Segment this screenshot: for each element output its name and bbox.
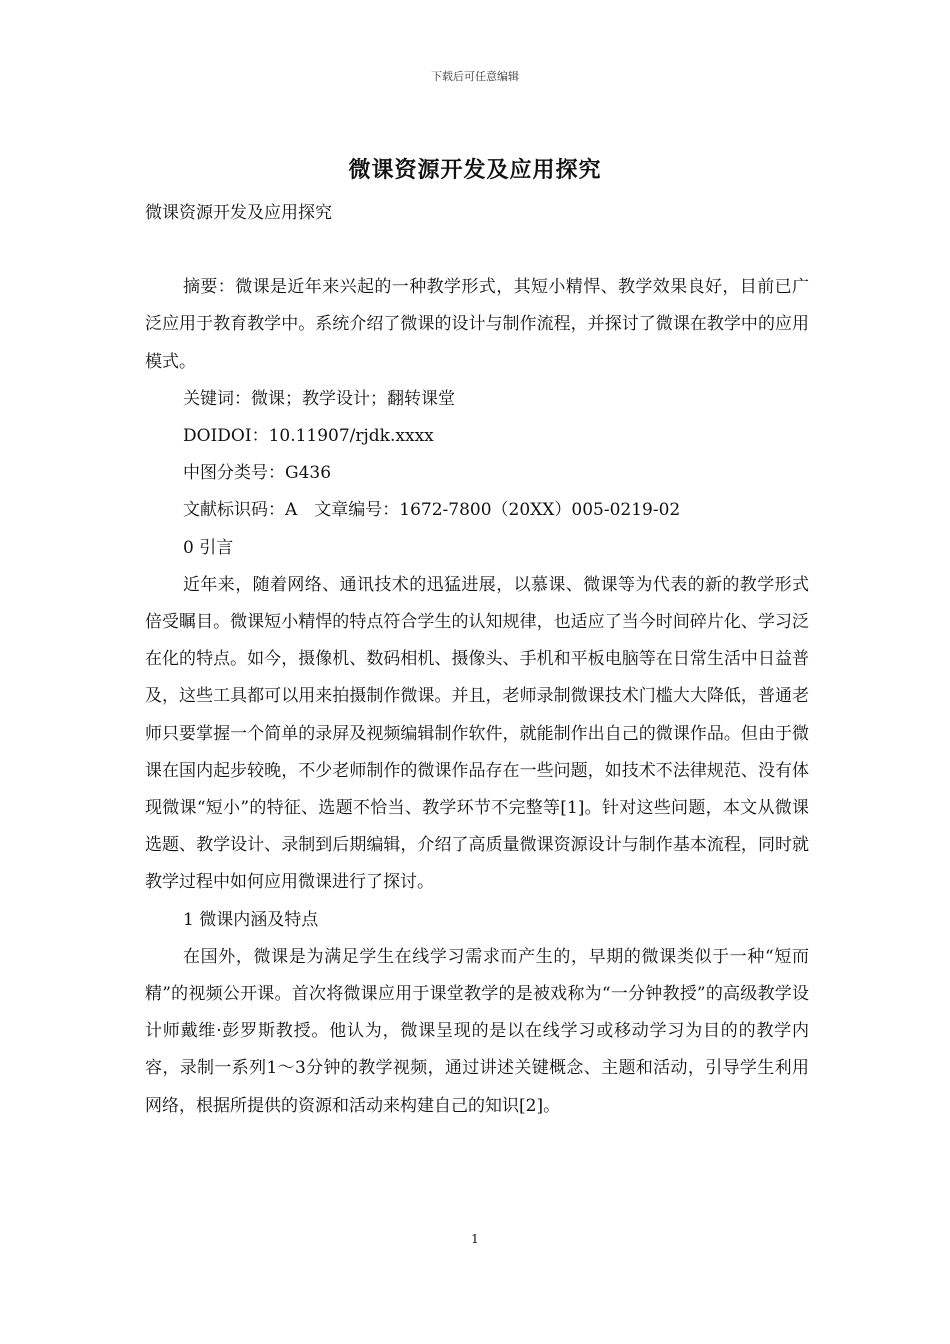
abstract-paragraph: 摘要：微课是近年来兴起的一种教学形式，其短小精悍、教学效果良好，目前已广泛应用于教育教学中。系统介绍了微课的设计与制作流程，并探讨了微课在教学中的应用模式。 (145, 277, 809, 372)
document-body (145, 195, 809, 1125)
header-note: 下载后可任意编辑 (431, 70, 519, 83)
keywords-line: 关键词：微课；教学设计；翻转课堂 (183, 388, 455, 409)
section-heading-introduction: 0 引言 (183, 537, 234, 558)
introduction-paragraph: 近年来，随着网络、通讯技术的迅猛进展，以慕课、微课等为代表的新的教学形式倍受瞩目。微课短小精悍的特点符合学生的认知规律，也适应了当今时间碎片化、学习泛在化的特点。如今，摄像机、数码相机、摄像头、手机和平板电脑等在日常生活中日益普及，这些工具都可以用来拍摄制作微课。并且，老师录制微课技术门槛大大降低，普通老师只要掌握一个简单的录屏及视频编辑制作软件，就能制作出自己的微课作品。但由于微课在国内起步较晚，不少老师制作的微课作品存在一些问题，如技术不法律规范、没有体现微课“短小”的特征、选题不恰当、教学环节不完整等[1]。针对这些问题，本文从微课选题、教学设计、录制到后期编辑，介绍了高质量微课资源设计与制作基本流程，同时就教学过程中如何应用微课进行了探讨。 (145, 574, 809, 893)
doi-line: DOIDOI：10.11907/rjdk.xxxx (183, 426, 434, 447)
document-code-line: 文献标识码：A 文章编号：1672-7800（20XX）005-0219-02 (183, 500, 681, 521)
clc-line: 中图分类号：G436 (183, 463, 332, 484)
document-title: 微课资源开发及应用探究 (348, 157, 602, 183)
section-heading-connotation: 1 微课内涵及特点 (183, 909, 319, 930)
document-subtitle: 微课资源开发及应用探究 (145, 203, 332, 223)
page-number: 1 (471, 1232, 479, 1246)
connotation-paragraph: 在国外，微课是为满足学生在线学习需求而产生的，早期的微课类似于一种“短而精”的视频公开课。首次将微课应用于课堂教学的是被戏称为“一分钟教授”的高级教学设计师戴维·彭罗斯教授。他认为，微课呈现的是以在线学习或移动学习为目的的教学内容，录制一系列1～3分钟的教学视频，通过讲述关键概念、主题和活动，引导学生利用网络，根据所提供的资源和活动来构建自己的知识[2]。 (145, 946, 809, 1116)
